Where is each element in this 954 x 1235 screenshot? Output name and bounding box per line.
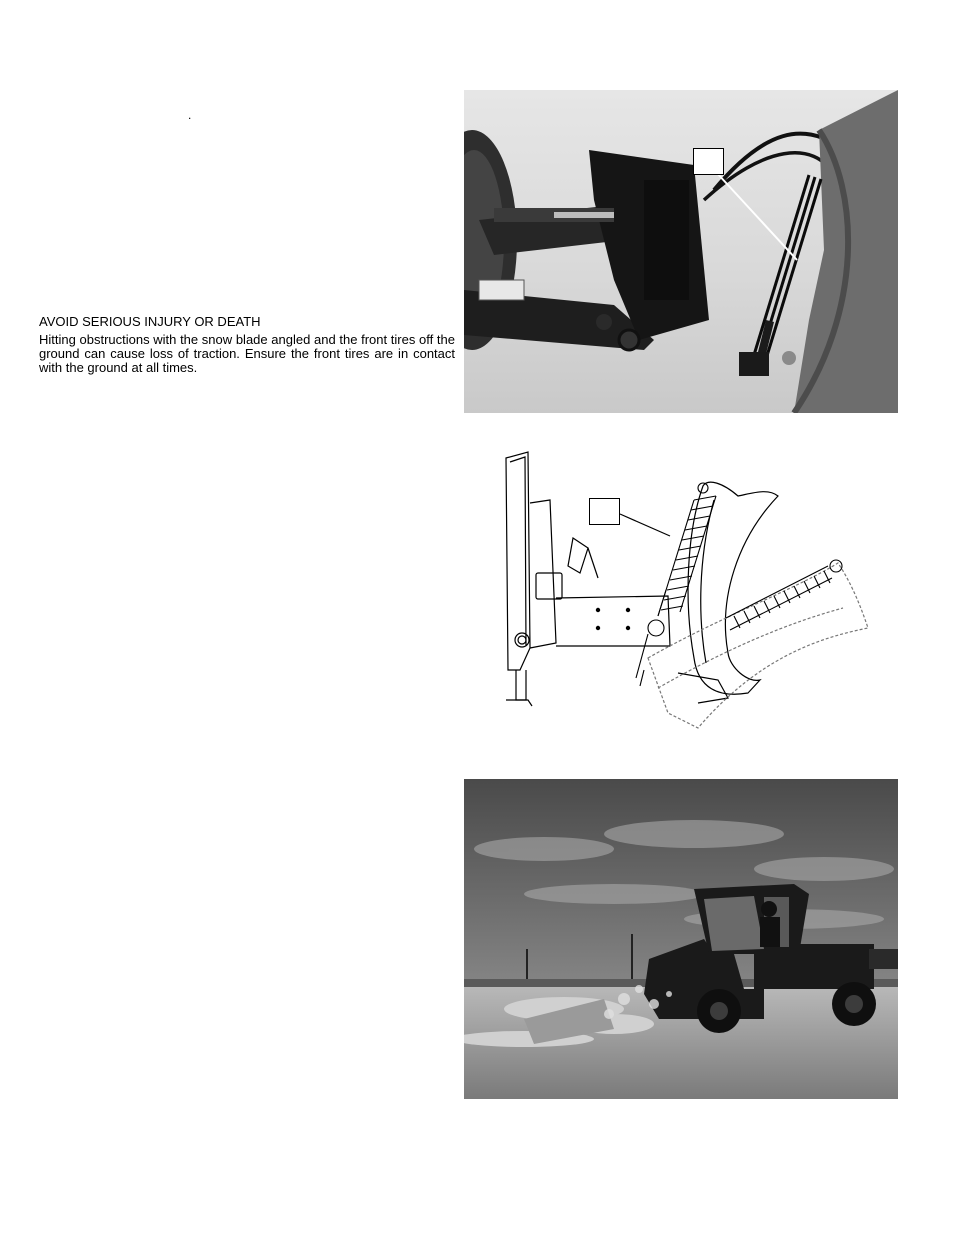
blade-spring-drawing: [498, 448, 882, 740]
blade-mount-photo: [464, 90, 898, 413]
warning-block: [39, 314, 455, 375]
utv-plowing-photo: [464, 779, 898, 1099]
warning-body: Hitting obstructions with the snow blade angled and the front tires off the ground can cause loss of traction. Ensure the front tires are in contact with the ground at all times.: [39, 332, 455, 375]
stray-mark: .: [188, 108, 192, 122]
callout-box-drawing: [589, 498, 620, 525]
warning-heading: AVOID SERIOUS INJURY OR DEATH: [39, 314, 261, 329]
callout-box-photo: [693, 148, 724, 175]
